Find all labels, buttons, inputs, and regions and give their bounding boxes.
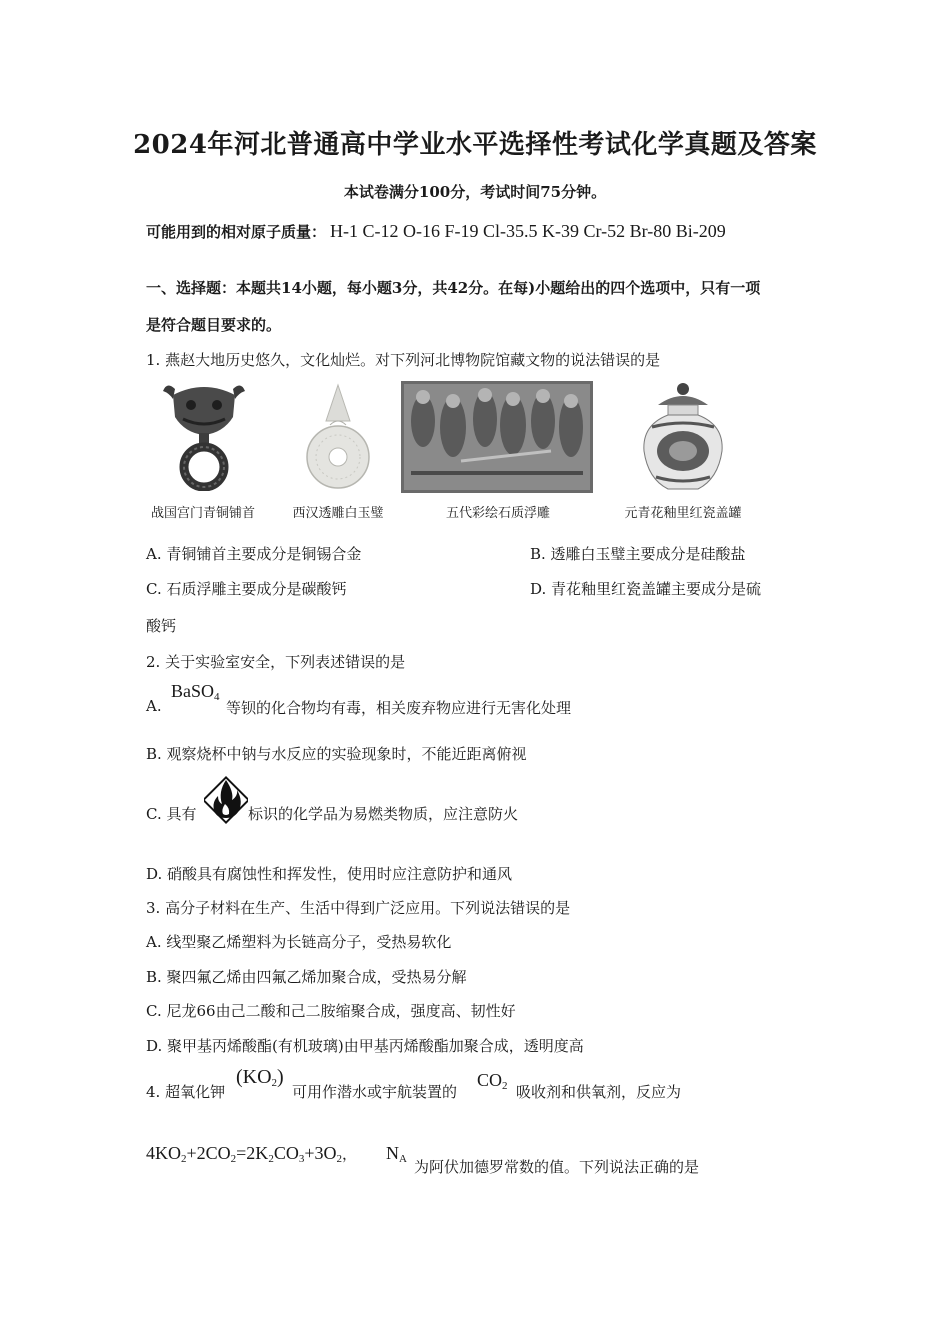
reaction-equation: $4KO_2+2CO_2=2K_2CO_3+3O_2$， xyxy=(146,1143,357,1165)
q1-option-d: D. 青花釉里红瓷盖罐主要成分是硫 xyxy=(530,580,762,598)
baso4-formula: BaSO$_4$ xyxy=(171,681,220,703)
atomic-masses-values: H-1 C-12 O-16 F-19 Cl-35.5 K-39 Cr-52 Br-80 Bi-209 xyxy=(330,221,726,241)
page-title: 2024年河北普通高中学业水平选择性考试化学真题及答案 xyxy=(133,130,817,160)
avogadro-symbol: $N_A$ xyxy=(386,1143,407,1165)
q2-option-d: D. 硝酸具有腐蚀性和挥发性，使用时应注意防护和通风 xyxy=(146,865,513,883)
q3-option-a: A. 线型聚乙烯塑料为长链高分子，受热易软化 xyxy=(146,933,452,951)
q1-option-a: A. 青铜铺首主要成分是铜锡合金 xyxy=(146,545,362,563)
q1-option-b: B. 透雕白玉璧主要成分是硅酸盐 xyxy=(530,545,746,563)
q4-stem-mid: 可用作潜水或宇航装置的 xyxy=(292,1083,458,1101)
q4-stem-end: 吸收剂和供氧剂，反应为 xyxy=(516,1083,682,1101)
q4-avogadro-text: 为阿伏加德罗常数的值。下列说法正确的是 xyxy=(414,1158,700,1176)
q1-stem: 1. 燕赵大地历史悠久，文化灿烂。对下列河北博物院馆藏文物的说法错误的是 xyxy=(146,351,661,369)
q3-option-c: C. 尼龙66由己二酸和己二胺缩聚合成，强度高、韧性好 xyxy=(146,1002,516,1020)
ko2-formula: $(KO_2)$ xyxy=(236,1066,284,1089)
caption-jade-bi: 西汉透雕白玉璧 xyxy=(292,506,384,521)
q2-option-a-text: 等钡的化合物均有毒，相关废弃物应进行无害化处理 xyxy=(226,699,572,717)
exam-info: 本试卷满分100分，考试时间75分钟。 xyxy=(343,183,607,201)
caption-bronze-knocker: 战国宫门青铜铺首 xyxy=(150,506,255,521)
porcelain-jar-image xyxy=(638,381,728,493)
q3-option-d: D. 聚甲基丙烯酸酯(有机玻璃)由甲基丙烯酸酯加聚合成，透明度高 xyxy=(146,1037,584,1055)
q1-option-d-continued: 酸钙 xyxy=(146,617,177,635)
q2-option-a-prefix: A. xyxy=(146,697,162,715)
q3-option-b: B. 聚四氟乙烯由四氟乙烯加聚合成，受热易分解 xyxy=(146,968,467,986)
stone-relief-image xyxy=(401,381,593,493)
co2-formula: $CO_2$ xyxy=(477,1070,508,1092)
q2-option-c-text: 标识的化学品为易燃类物质，应注意防火 xyxy=(248,805,519,823)
q2-option-b: B. 观察烧杯中钠与水反应的实验现象时，不能近距离俯视 xyxy=(146,745,527,763)
q2-stem: 2. 关于实验室安全，下列表述错误的是 xyxy=(146,653,406,671)
caption-stone-relief: 五代彩绘石质浮雕 xyxy=(445,506,550,521)
caption-porcelain-jar: 元青花釉里红瓷盖罐 xyxy=(624,506,742,521)
flammable-hazard-icon xyxy=(204,774,248,826)
bronze-knocker-image xyxy=(163,381,245,491)
atomic-masses-label: 可能用到的相对原子质量： xyxy=(146,223,327,241)
q3-stem: 3. 高分子材料在生产、生活中得到广泛应用。下列说法错误的是 xyxy=(146,899,571,917)
q1-option-c: C. 石质浮雕主要成分是碳酸钙 xyxy=(146,580,347,598)
section1-heading-line1: 一、选择题：本题共14小题，每小题3分，共42分。在每)小题给出的四个选项中，只有一项 xyxy=(146,279,761,297)
q2-option-c-prefix: C. 具有 xyxy=(146,805,197,823)
atomic-masses-line xyxy=(146,221,726,242)
section1-heading-line2: 是符合题目要求的。 xyxy=(146,316,282,334)
q4-stem-prefix: 4. 超氧化钾 xyxy=(146,1083,226,1101)
jade-bi-image xyxy=(300,381,376,491)
